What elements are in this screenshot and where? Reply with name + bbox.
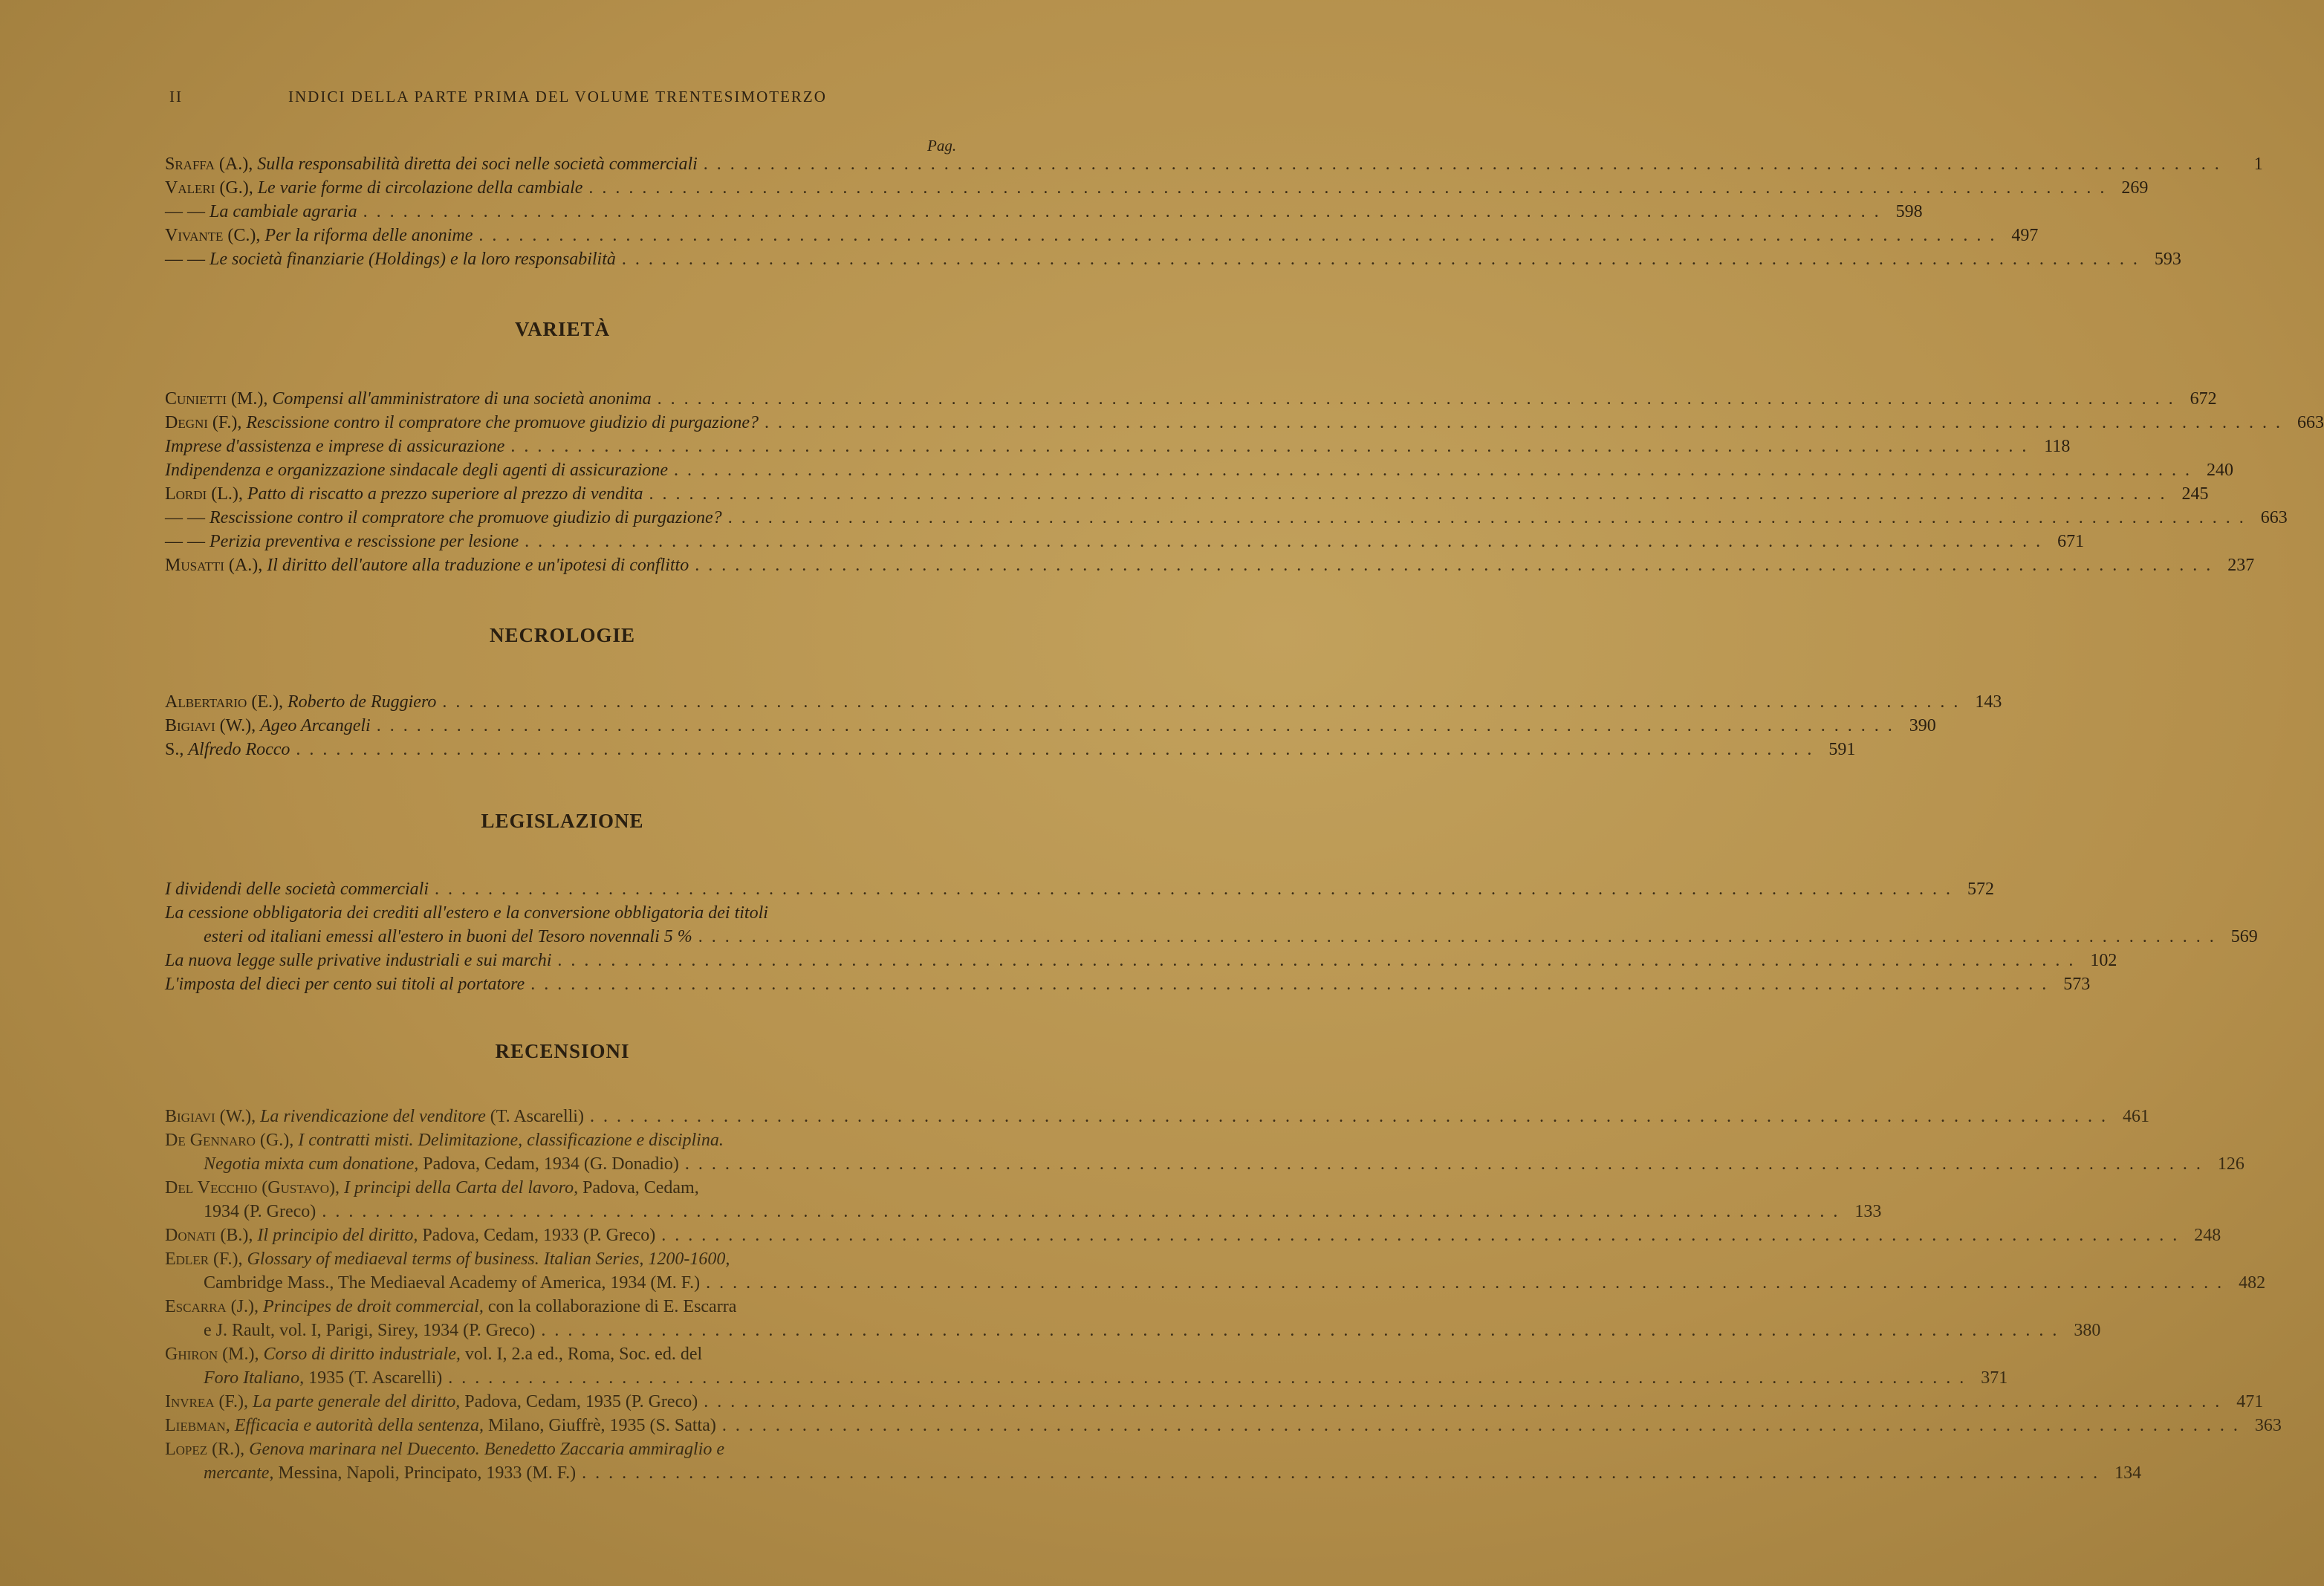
entry-author: Valeri (G.),: [165, 178, 258, 198]
entry-title: Roberto de Ruggiero: [287, 692, 437, 712]
entry-text: [165, 1437, 724, 1461]
entry-author: S.,: [165, 740, 189, 759]
dot-leader: [695, 553, 2213, 577]
entry-text: [165, 553, 689, 577]
index-entry: [165, 1319, 2101, 1342]
entry-page-number: 134: [2114, 1463, 2142, 1483]
entry-text: [165, 506, 722, 530]
dot-leader: [377, 714, 1895, 738]
index-entry: [165, 176, 2149, 200]
entry-text: [165, 714, 371, 738]
entry-title: L'imposta del dieci per cento sui titoli al portatore: [165, 975, 525, 994]
entry-publication: e J. Rault, vol. I, Parigi, Sirey, 1934 (P. Greco): [204, 1321, 536, 1340]
dot-leader: [363, 200, 1881, 224]
section-varieta: [165, 318, 2324, 577]
entry-text: [165, 972, 525, 996]
entry-author: Ghiron (M.),: [165, 1345, 264, 1364]
index-entry: [165, 435, 2071, 458]
dot-leader: [322, 1200, 1840, 1223]
dot-leader: [525, 530, 2042, 553]
entry-page-number: 248: [2194, 1226, 2221, 1245]
index-entry: [165, 1342, 960, 1366]
entry-title: Corso di diritto industriale,: [263, 1345, 461, 1364]
entry-title: Principes de droit commercial,: [263, 1297, 484, 1316]
dot-leader: [541, 1319, 2059, 1342]
index-entry: [165, 1437, 960, 1461]
entry-author: — —: [165, 508, 210, 527]
entry-page-number: 269: [2121, 178, 2149, 198]
entry-page-number: 390: [1909, 716, 1936, 735]
entry-publication: Padova, Cedam, 1933 (P. Greco): [418, 1226, 656, 1245]
entry-text: [165, 1105, 584, 1128]
entry-title: I dividendi delle società commerciali: [165, 880, 429, 899]
index-entry: [165, 1176, 960, 1200]
entry-page-number: 1: [2253, 155, 2263, 174]
top-section: [165, 152, 2263, 271]
entry-title: Rescissione contro il compratore che promuove giudizio di purgazione?: [246, 413, 759, 432]
entry-author: Edler (F.),: [165, 1249, 247, 1269]
entry-author: Vivante (C.),: [165, 226, 265, 245]
entry-title: Ageo Arcangeli: [260, 716, 371, 735]
index-entry: [165, 877, 1994, 901]
legislazione-entries: [165, 877, 2258, 996]
entry-title: Indipendenza e organizzazione sindacale degli agenti di assicurazione: [165, 461, 669, 480]
section-legislazione: [165, 810, 2258, 996]
entry-page-number: 471: [2236, 1392, 2264, 1411]
section-heading: NECROLOGIE: [489, 624, 636, 646]
index-entry: [165, 690, 2002, 714]
dot-leader: [661, 1223, 2179, 1247]
entry-text: [165, 247, 616, 271]
dot-leader: [590, 1105, 2108, 1128]
dot-leader: [478, 224, 1996, 247]
dot-leader: [510, 435, 2028, 458]
section-recensioni: [165, 1040, 2282, 1485]
recensioni-entries: [165, 1105, 2282, 1485]
index-entry: [165, 949, 2117, 972]
entry-page-number: 663: [2297, 413, 2324, 432]
entry-author: Degni (F.),: [165, 413, 247, 432]
entry-title: Genova marinara nel Duecento. Benedetto Zaccaria ammiraglio e: [249, 1440, 725, 1459]
dot-leader: [582, 1461, 2100, 1485]
entry-title: Perizia preventiva e rescissione per lesione: [210, 532, 519, 551]
dot-leader: [704, 152, 2221, 176]
entry-page-number: 573: [2063, 975, 2091, 994]
entry-text: [165, 1247, 730, 1271]
entry-title: I contratti misti. Delimitazione, classificazione e disciplina.: [298, 1131, 724, 1150]
entry-author: Sraffa (A.),: [165, 155, 258, 174]
entry-text: [165, 224, 473, 247]
pag-label: Pag.: [927, 137, 957, 155]
index-entry: [165, 1366, 2008, 1390]
entry-page-number: 672: [2190, 389, 2217, 409]
index-entry: [165, 1152, 2245, 1176]
entry-page-number: 380: [2074, 1321, 2101, 1340]
entry-page-number: 572: [1967, 880, 1994, 899]
entry-page-number: 102: [2090, 951, 2117, 970]
index-entry: [165, 530, 2085, 553]
entry-title: Foro Italiano,: [204, 1368, 305, 1388]
entry-text: [204, 1271, 700, 1295]
entry-title: Le società finanziarie (Holdings) e la loro responsabilità: [210, 250, 616, 269]
index-entry: [165, 152, 2263, 176]
entry-title: La cambiale agraria: [210, 202, 357, 221]
entry-page-number: 118: [2044, 437, 2071, 456]
entry-text: [165, 387, 652, 411]
entry-publication: 1935 (T. Ascarelli): [304, 1368, 443, 1388]
entry-page-number: 671: [2057, 532, 2085, 551]
entry-text: [165, 435, 504, 458]
entry-text: [204, 1319, 535, 1342]
index-entry: [165, 1271, 2266, 1295]
entry-title: La nuova legge sulle privative industriali e sui marchi: [165, 951, 552, 970]
entry-author: Donati (B.),: [165, 1226, 258, 1245]
dot-leader: [557, 949, 2075, 972]
entry-title: Efficacia e autorità della sentenza,: [234, 1416, 484, 1435]
entry-page-number: 363: [2254, 1416, 2282, 1435]
entry-title: Per la riforma delle anonime: [264, 226, 473, 245]
dot-leader: [706, 1271, 2224, 1295]
entry-page-number: 237: [2227, 556, 2255, 575]
entry-title: I principi della Carta del lavoro,: [344, 1178, 579, 1197]
index-entry: [165, 247, 2181, 271]
dot-leader: [728, 506, 2246, 530]
entry-text: [165, 1128, 724, 1152]
entry-title: Il diritto dell'autore alla traduzione e un'ipotesi di conflitto: [267, 556, 689, 575]
entry-publication: Padova, Cedam, 1935 (P. Greco): [460, 1392, 698, 1411]
entry-page-number: 593: [2154, 250, 2181, 269]
index-entry: [165, 1223, 2221, 1247]
entry-publication: Padova, Cedam,: [578, 1178, 699, 1197]
entry-publication: Padova, Cedam, 1934 (G. Donadio): [418, 1154, 679, 1174]
entry-title: Compensi all'amministratore di una società anonima: [272, 389, 652, 409]
entry-text: [204, 1366, 442, 1390]
entry-text: [165, 1414, 716, 1437]
entry-text: [204, 925, 692, 949]
entry-author: — —: [165, 202, 210, 221]
index-entry: [165, 1390, 2264, 1414]
entry-title: Rescissione contro il compratore che promuove giudizio di purgazione?: [210, 508, 722, 527]
entry-author: — —: [165, 250, 210, 269]
entry-text: [165, 1342, 702, 1366]
index-entry: [165, 925, 2258, 949]
entry-page-number: 245: [2181, 484, 2209, 504]
varieta-entries: [165, 387, 2324, 577]
entry-page-number: 240: [2207, 461, 2234, 480]
entry-author: — —: [165, 532, 210, 551]
index-entry: [165, 224, 2039, 247]
entry-title: Imprese d'assistenza e imprese di assicurazione: [165, 437, 505, 456]
entry-text: [165, 901, 768, 925]
page-number: II: [169, 88, 183, 105]
entry-author: Cunietti (M.),: [165, 389, 273, 409]
entry-text: [204, 1461, 576, 1485]
entry-title: mercante,: [204, 1463, 274, 1483]
entry-text: [165, 1176, 699, 1200]
entry-text: [165, 690, 436, 714]
entry-title: esteri od italiani emessi all'estero in buoni del Tesoro novennali 5 %: [204, 927, 692, 946]
index-entry: [165, 482, 2209, 506]
index-entry: [165, 1247, 960, 1271]
index-entry: [165, 1461, 2142, 1485]
index-entry: [165, 1295, 960, 1319]
running-head-title: INDICI DELLA PARTE PRIMA DEL VOLUME TRENTESIMOTERZO: [288, 88, 827, 105]
entry-text: [165, 152, 698, 176]
section-necrologie: [165, 624, 2002, 761]
dot-leader: [704, 1390, 2221, 1414]
entry-text: [165, 1223, 655, 1247]
entry-title: Il principio del diritto,: [257, 1226, 418, 1245]
entry-title: Le varie forme di circolazione della cambiale: [257, 178, 583, 198]
entry-title: Negotia mixta cum donatione,: [204, 1154, 419, 1174]
index-entry: [165, 553, 2255, 577]
entry-page-number: 133: [1854, 1202, 1882, 1221]
entry-text: [165, 530, 519, 553]
entry-page-number: 497: [2011, 226, 2039, 245]
entry-text: [165, 877, 429, 901]
entry-title: Sulla responsabilità diretta dei soci nelle società commerciali: [257, 155, 698, 174]
entry-text: [165, 738, 290, 761]
dot-leader: [588, 176, 2106, 200]
entry-title: La cessione obbligatoria dei crediti all'estero e la conversione obbligatoria dei titoli: [165, 903, 768, 923]
dot-leader: [765, 411, 2282, 435]
entry-publication: Cambridge Mass., The Mediaeval Academy of America, 1934 (M. F.): [204, 1273, 701, 1293]
entry-text: [165, 1295, 736, 1319]
index-entry: [165, 411, 2324, 435]
entry-text: [165, 176, 582, 200]
entry-title: La parte generale del diritto,: [252, 1392, 461, 1411]
index-entry: [165, 506, 2288, 530]
entry-text: [165, 949, 551, 972]
dot-leader: [622, 247, 2140, 271]
entry-publication: Messina, Napoli, Principato, 1933 (M. F.): [273, 1463, 577, 1483]
entry-page-number: 663: [2260, 508, 2288, 527]
dot-leader: [698, 925, 2216, 949]
section-heading: RECENSIONI: [495, 1040, 630, 1062]
entry-publication: con la collaborazione di E. Escarra: [483, 1297, 737, 1316]
entry-publication: vol. I, 2.a ed., Roma, Soc. ed. del: [460, 1345, 703, 1364]
entry-author: Invrea (F.),: [165, 1392, 253, 1411]
necrologie-entries: [165, 690, 2002, 761]
entry-title: Patto di riscatto a prezzo superiore al prezzo di vendita: [247, 484, 643, 504]
entry-publication: (T. Ascarelli): [485, 1107, 584, 1126]
dot-leader: [722, 1414, 2240, 1437]
entry-author: Albertario (E.),: [165, 692, 288, 712]
entry-author: De Gennaro (G.),: [165, 1131, 299, 1150]
entry-publication: Milano, Giuffrè, 1935 (S. Satta): [484, 1416, 716, 1435]
index-entry: [165, 1128, 960, 1152]
dot-leader: [530, 972, 2048, 996]
entry-text: [204, 1200, 316, 1223]
dot-leader: [435, 877, 1953, 901]
entry-author: Musatti (A.),: [165, 556, 267, 575]
entry-page-number: 569: [2230, 927, 2258, 946]
entry-text: [165, 200, 357, 224]
entry-page-number: 461: [2122, 1107, 2149, 1126]
index-entry: [165, 1105, 2149, 1128]
entry-text: [204, 1152, 679, 1176]
index-entry: [165, 200, 1923, 224]
entry-author: Liebman,: [165, 1416, 235, 1435]
entry-page-number: 591: [1828, 740, 1856, 759]
entry-text: [165, 1390, 698, 1414]
dot-leader: [296, 738, 1814, 761]
entry-page-number: 598: [1895, 202, 1923, 221]
entry-author: Lordi (L.),: [165, 484, 247, 504]
index-entry: [165, 387, 2217, 411]
entry-page-number: 482: [2239, 1273, 2266, 1293]
index-entry: [165, 1200, 1882, 1223]
entry-author: Bigiavi (W.),: [165, 716, 261, 735]
dot-leader: [442, 690, 1960, 714]
entry-page-number: 126: [2217, 1154, 2245, 1174]
index-entry: [165, 901, 960, 925]
index-entry: [165, 972, 2091, 996]
index-entry: [165, 738, 1856, 761]
entry-title: La rivendicazione del venditore: [260, 1107, 486, 1126]
index-entry: [165, 714, 1936, 738]
entry-text: [165, 411, 759, 435]
entry-title: Alfredo Rocco: [188, 740, 290, 759]
section-heading: VARIETÀ: [514, 318, 611, 340]
entry-text: [165, 458, 668, 482]
section-heading: LEGISLAZIONE: [481, 810, 644, 832]
top-entries: [165, 152, 2263, 271]
dot-leader: [658, 387, 2175, 411]
index-entry: [165, 458, 2234, 482]
index-entry: [165, 1414, 2282, 1437]
dot-leader: [674, 458, 2192, 482]
dot-leader: [685, 1152, 2203, 1176]
entry-publication: 1934 (P. Greco): [204, 1202, 317, 1221]
dot-leader: [649, 482, 2167, 506]
entry-author: Bigiavi (W.),: [165, 1107, 261, 1126]
entry-author: Del Vecchio (Gustavo),: [165, 1178, 344, 1197]
entry-text: [165, 482, 643, 506]
dot-leader: [448, 1366, 1966, 1390]
entry-page-number: 371: [1981, 1368, 2008, 1388]
entry-page-number: 143: [1975, 692, 2002, 712]
entry-title: Glossary of mediaeval terms of business. Italian Series, 1200-1600,: [247, 1249, 730, 1269]
entry-author: Lopez (R.),: [165, 1440, 250, 1459]
entry-author: Escarra (J.),: [165, 1297, 264, 1316]
